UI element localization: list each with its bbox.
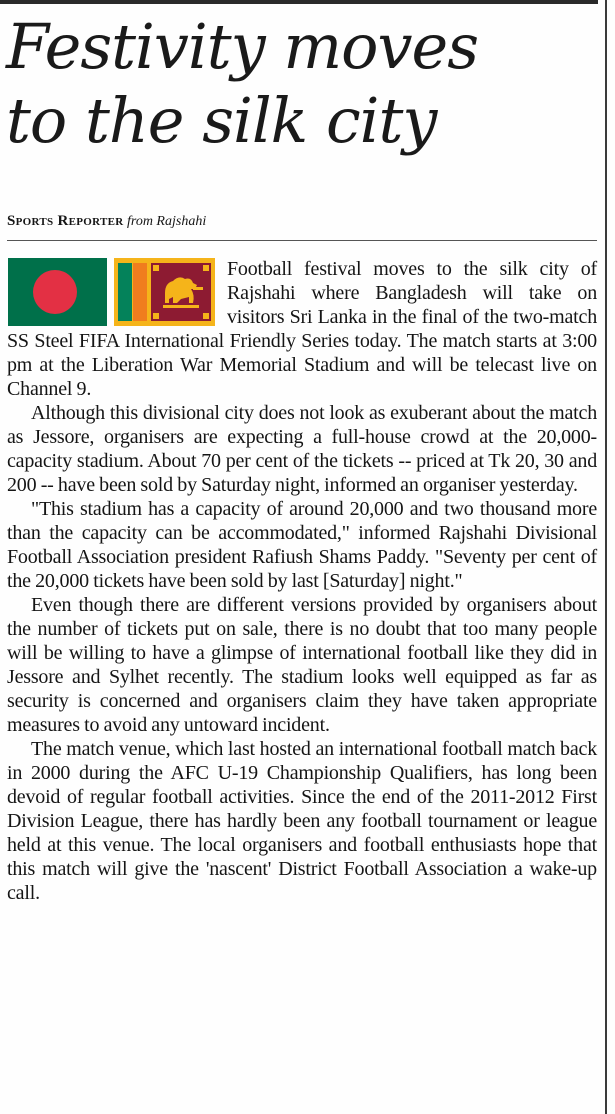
- column-rule: [605, 0, 607, 1114]
- article-paragraph: The match venue, which last hosted an international football match back in 2000 during the AFC U-19 Championship Qualifiers, has long been devoid of regular football activities. Since the end of the 2011-2012 First Division League, there has hardly been any football tournament or league held at this venue. The local organisers and football enthusiasts hope that this match will give the 'nascent' District Football Association a wake-up call.: [7, 738, 597, 904]
- headline: [6, 10, 598, 158]
- byline-reporter: Sports Reporter: [7, 213, 124, 229]
- top-rule: [0, 0, 598, 4]
- headline-line-2: to the silk city: [6, 84, 437, 157]
- byline-location: from Rajshahi: [127, 214, 207, 229]
- article-paragraph: Although this divisional city does not look as exuberant about the match as Jessore, organisers are expecting a full-house crowd at the 20,000-capacity stadium. About 70 per cent of the tickets -- priced at Tk 20, 30 and 200 -- have been sold by Saturday night, informed an organiser yesterday.: [7, 402, 597, 496]
- byline-divider: [7, 240, 597, 241]
- article-paragraph: Even though there are different versions provided by organisers about the number of tickets put on sale, there is no doubt that too many people will be willing to have a glimpse of international football like they did in Jessore and Sylhet recently. The stadium looks well equipped as far as security is concerned and organisers claim they have taken appropriate measures to avoid any untoward incident.: [7, 594, 597, 736]
- article-paragraph: "This stadium has a capacity of around 20,000 and two thousand more than the capacity can be accommodated," informed Rajshahi Divisional Football Association president Rafiush Shams Paddy. "Seventy per cent of the 20,000 tickets have been sold by last [Saturday] night.": [7, 498, 597, 592]
- headline-line-1: Festivity moves: [6, 10, 479, 83]
- article-paragraph: Football festival moves to the silk city of Rajshahi where Bangladesh will take on visitors Sri Lanka in the final of the two-match SS Steel FIFA International Friendly Series today. The match starts at 3:00 pm at the Liberation War Memorial Stadium and will be telecast live on Channel 9.: [7, 258, 597, 400]
- byline: [7, 212, 597, 231]
- article-body: [7, 257, 597, 905]
